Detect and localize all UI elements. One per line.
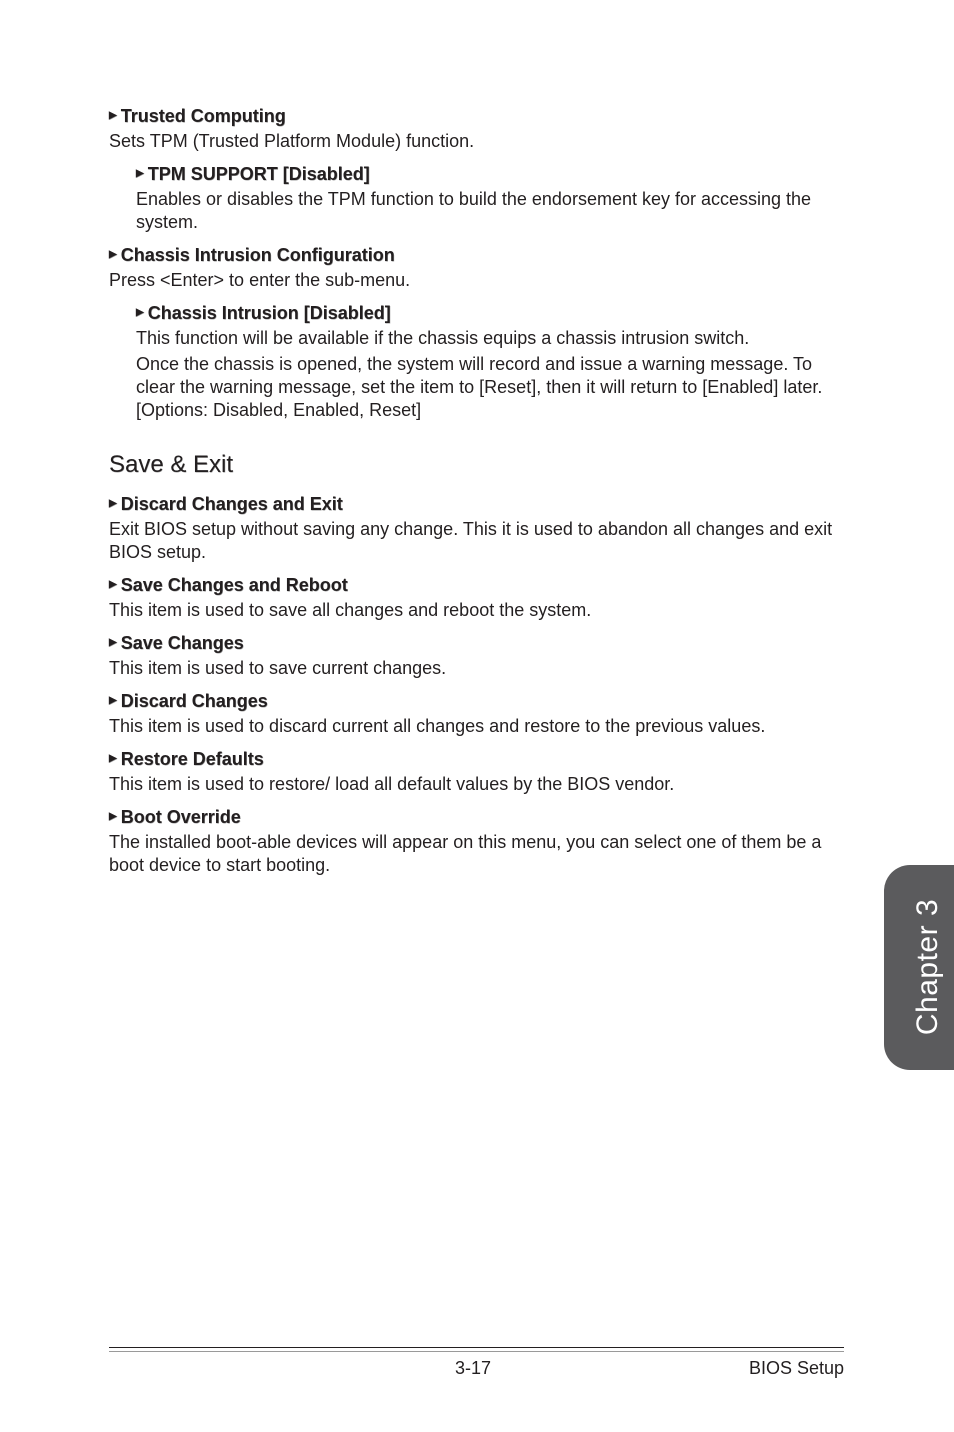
item-discard-changes-and-exit [109, 492, 844, 564]
item-save-changes [109, 631, 844, 680]
item-title: Save Changes [120, 633, 244, 653]
item-discard-changes [109, 689, 844, 738]
item-description: This item is used to save current changes. [109, 658, 447, 678]
bullet-icon: ▶ [109, 811, 117, 822]
item-description: Enables or disables the TPM function to build the endorsement key for accessing the system. [136, 189, 812, 232]
item-title: Chassis Intrusion Configuration [120, 245, 395, 265]
item-description: This item is used to restore/ load all default values by the BIOS vendor. [109, 774, 675, 794]
bullet-icon: ▶ [109, 637, 117, 648]
item-save-changes-and-reboot [109, 573, 844, 622]
chapter-tab [884, 865, 954, 1070]
item-chassis-intrusion-configuration [109, 243, 844, 292]
page-content [109, 104, 844, 886]
item-description: This item is used to save all changes and reboot the system. [109, 600, 592, 620]
bullet-icon: ▶ [109, 579, 117, 590]
bullet-icon: ▶ [109, 695, 117, 706]
bullet-icon: ▶ [109, 110, 117, 121]
chapter-tab-label: Chapter 3 [911, 898, 944, 1036]
item-description: Exit BIOS setup without saving any change. This it is used to abandon all changes and exit BIOS setup. [109, 519, 833, 562]
item-trusted-computing [109, 104, 844, 153]
item-description: Sets TPM (Trusted Platform Module) function. [109, 131, 475, 151]
bullet-icon: ▶ [136, 168, 144, 179]
item-description: Press <Enter> to enter the sub-menu. [109, 270, 411, 290]
item-description: The installed boot-able devices will appear on this menu, you can select one of them be a boot device to start booting. [109, 832, 822, 875]
item-description: This function will be available if the chassis equips a chassis intrusion switch. [136, 328, 750, 348]
bullet-icon: ▶ [109, 753, 117, 764]
item-title: TPM SUPPORT [Disabled] [147, 164, 370, 184]
item-title: Save Changes and Reboot [120, 575, 348, 595]
section-title: Save & Exit [109, 451, 234, 478]
item-title: Boot Override [120, 807, 241, 827]
item-title: Discard Changes [120, 691, 268, 711]
item-title: Trusted Computing [120, 106, 286, 126]
page-number: 3-17 [455, 1358, 492, 1378]
item-title: Discard Changes and Exit [120, 494, 343, 514]
item-tpm-support [136, 162, 844, 234]
bullet-icon: ▶ [136, 307, 144, 318]
footer-label: BIOS Setup [748, 1358, 844, 1378]
item-restore-defaults [109, 747, 844, 796]
item-description: This item is used to discard current all changes and restore to the previous values. [109, 716, 766, 736]
item-title: Restore Defaults [120, 749, 264, 769]
bullet-icon: ▶ [109, 249, 117, 260]
bullet-icon: ▶ [109, 498, 117, 509]
footer-divider [109, 1347, 844, 1352]
item-boot-override [109, 805, 844, 877]
item-title: Chassis Intrusion [Disabled] [147, 303, 391, 323]
item-description-extra: Once the chassis is opened, the system will record and issue a warning message. To clear the warning message, set the item to [Reset], then it will return to [Enabled] later. [Options: Disabled, Enabled, Reset] [136, 354, 823, 420]
item-chassis-intrusion [136, 301, 844, 422]
